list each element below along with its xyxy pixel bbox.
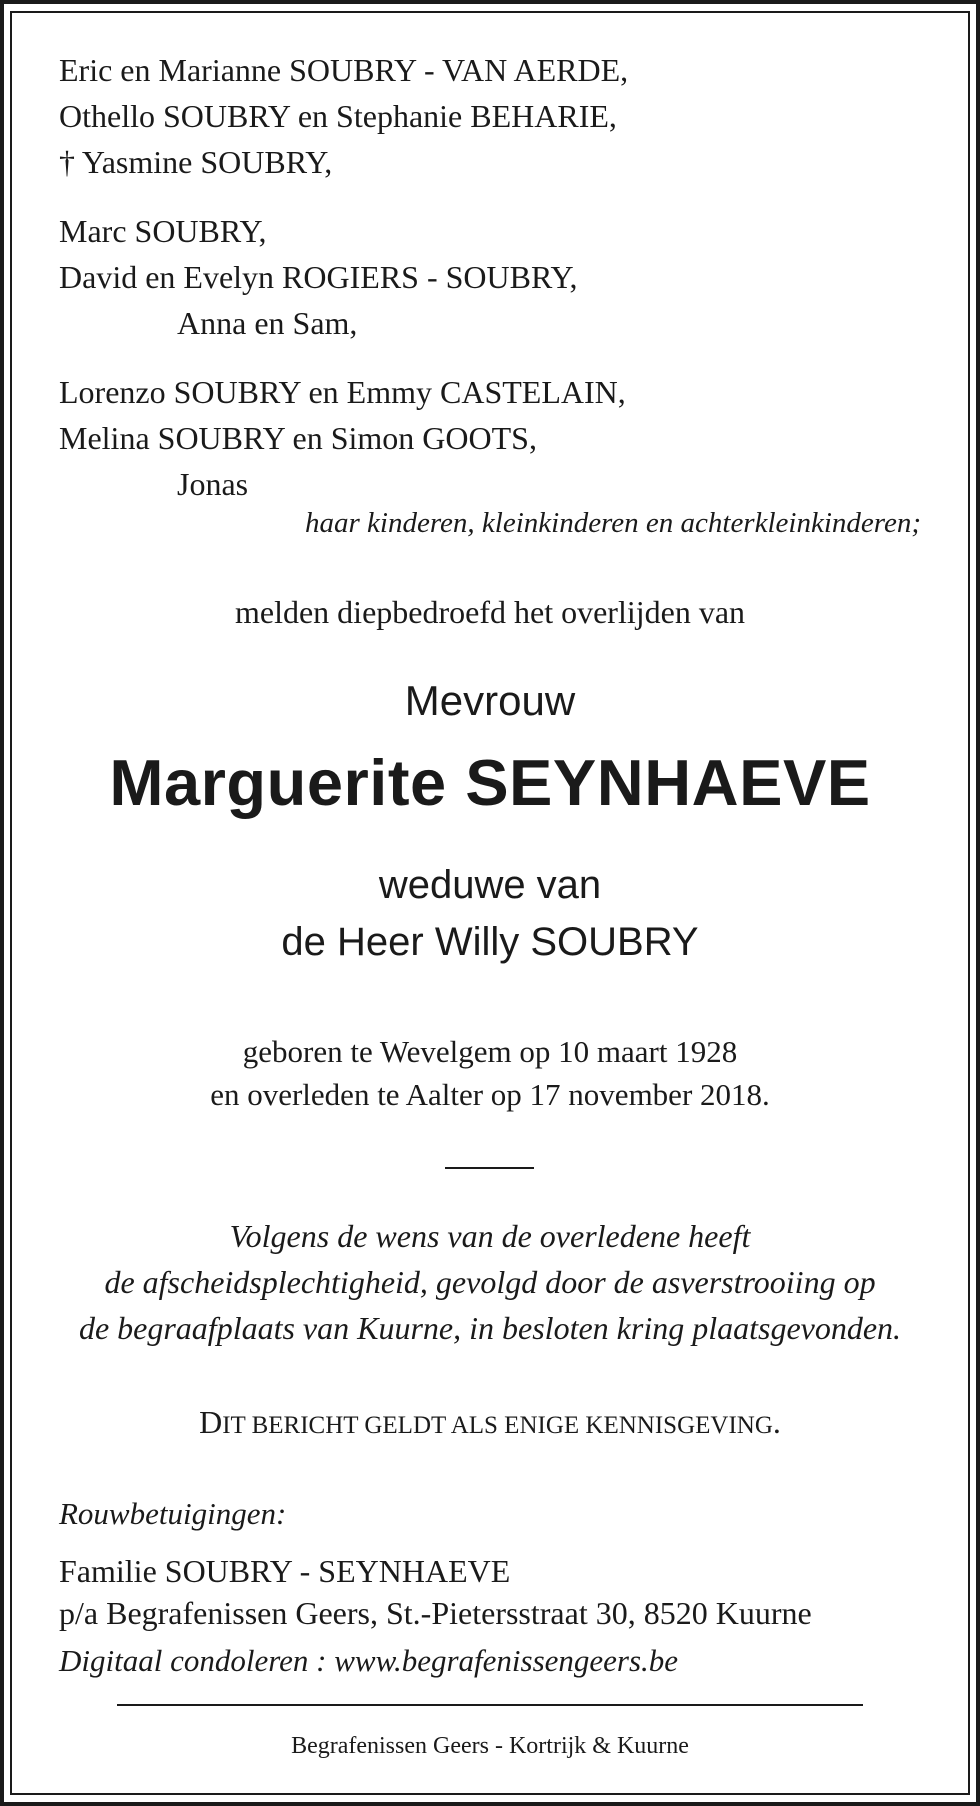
family-line: Marc SOUBRY,: [59, 213, 267, 249]
family-line: Eric en Marianne SOUBRY - VAN AERDE,: [59, 52, 629, 88]
birth-line: geboren te Wevelgem op 10 maart 1928: [242, 1034, 738, 1069]
family-line: David en Evelyn ROGIERS - SOUBRY,: [59, 259, 578, 295]
ceremony-line: de afscheidsplechtigheid, gevolgd door de asverstrooiing op: [104, 1264, 876, 1300]
spouse-line: de Heer Willy SOUBRY: [281, 920, 699, 964]
announcement-line: melden diepbedroefd het overlijden van: [234, 594, 746, 630]
family-line: Othello SOUBRY en Stephanie BEHARIE,: [59, 98, 617, 134]
deceased-name: Marguerite SEYNHAEVE: [109, 746, 871, 819]
short-divider: [445, 1167, 534, 1169]
title-prefix: Mevrouw: [404, 677, 576, 724]
footer-text: Begrafenissen Geers - Kortrijk & Kuurne: [291, 1733, 689, 1759]
ceremony-line: Volgens de wens van de overledene heeft: [229, 1218, 751, 1254]
grandchildren-line: Jonas: [177, 466, 249, 502]
notice-text: IT BERICHT GELDT ALS ENIGE KENNISGEVING: [222, 1412, 773, 1439]
grandchildren-line: Anna en Sam,: [177, 305, 358, 341]
online-condolences: Digitaal condoleren : www.begrafenissengeers.be: [59, 1643, 679, 1678]
family-line: † Yasmine SOUBRY,: [59, 144, 333, 180]
contact-family: Familie SOUBRY - SEYNHAEVE: [59, 1553, 511, 1589]
relation-line: haar kinderen, kleinkinderen en achterkleinkinderen;: [304, 507, 921, 539]
contact-address: p/a Begrafenissen Geers, St.-Pietersstraat 30, 8520 Kuurne: [59, 1595, 812, 1631]
notice-initial: D: [199, 1404, 223, 1440]
widow-line: weduwe van: [378, 863, 602, 907]
ceremony-line: de begraafplaats van Kuurne, in besloten kring plaatsgevonden.: [78, 1310, 902, 1346]
notice-end: .: [772, 1404, 781, 1440]
condolences-label: Rouwbetuigingen:: [59, 1496, 287, 1531]
death-line: en overleden te Aalter op 17 november 2018.: [210, 1077, 770, 1112]
family-line: Melina SOUBRY en Simon GOOTS,: [59, 420, 537, 456]
footer-divider: [117, 1704, 863, 1706]
family-line: Lorenzo SOUBRY en Emmy CASTELAIN,: [59, 374, 626, 410]
notice-line: [0, 1404, 980, 1441]
